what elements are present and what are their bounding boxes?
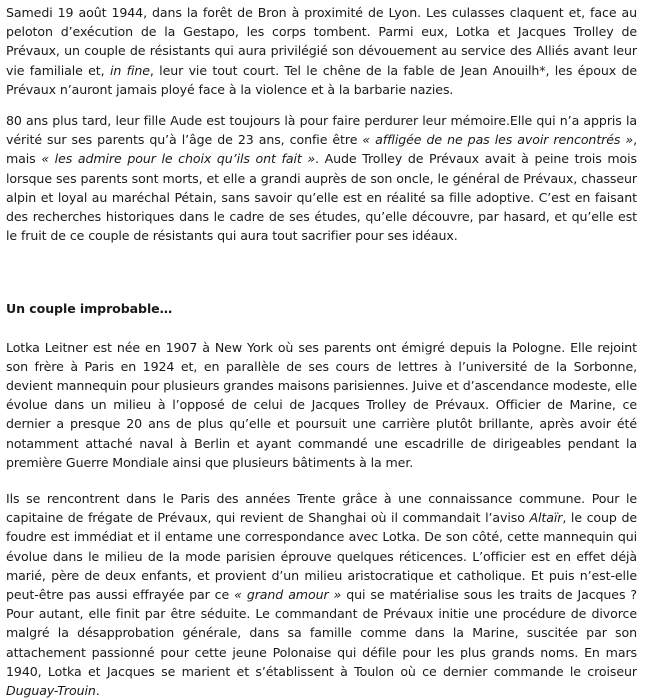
section-heading: Un couple improbable… [6, 301, 173, 317]
italic-quote: « grand amour » [234, 587, 342, 603]
text-segment: Samedi 19 août 1944, dans la forêt de Bron à proximité de Lyon. Les culasses claquent et, face au peloton d’exécution de la Gestapo, les corps tombent. Parmi eux, Lotka et Jacques Trolley de Prévaux, un couple de résistants qui aura privilégié son dévouement au service des Alliés avant leur vie familiale et, [6, 5, 637, 78]
paragraph-lotka-leitner: Lotka Leitner est née en 1907 à New York où ses parents ont émigré depuis la Pologne. Elle rejoint son frère à Paris en 1924 et, en parallèle de ses cours de lettres à l’université de la Sorbonne, devient mannequin pour plusieurs grandes maisons parisiennes. Juive et d’ascendance modeste, elle évolue dans un milieu à l’opposé de celui de Jacques Trolley de Prévaux. Officier de Marine, ce dernier a presque 20 ans de plus qu’elle et poursuit une carrière plutôt brillante, après avoir été notamment attaché naval à Berlin et ayant commandé une escadrille de dirigeables pendant la première Guerre Mondiale ainsi que plusieurs bâtiments à la mer. [6, 339, 637, 470]
text-segment: , mais [6, 132, 637, 167]
text-segment: qui se matérialise sous les traits de Jacques ? Pour autant, elle finit par être séduite. Le commandant de Prévaux initie une procédure de divorce malgré la désapprobation générale, dans sa famille comme dans la Marine, suscitée par son attachement passionné pour cette jeune Polonaise qui défile pour les plus grands noms. En mars 1940, Lotka et Jacques se marient et s’établissent à Toulon où ce dernier commande le croiseur [6, 587, 637, 679]
paragraph-execution [6, 3, 637, 99]
italic-ship-name: Altaïr [529, 510, 563, 526]
text-segment: . Aude Trolley de Prévaux avait à peine trois mois lorsque ses parents sont morts, et elle a grandi auprès de son oncle, le général de Prévaux, chasseur alpin et loyal au maréchal Pétain, sans savoir qu’elle est en réalité sa fille adoptive. C’est en faisant des recherches historiques dans le cadre de ses études, qu’elle découvre, par hasard, et qu’elle est le fruit de ce couple de résistants qui aura tout sacrifier pour ses idéaux. [6, 151, 637, 244]
text-segment: , leur vie tout court. Tel le chêne de la fable de Jean Anouilh*, les époux de Prévaux n’auront jamais ployé face à la violence et à la barbarie nazies. [6, 62, 637, 97]
paragraph-meeting [6, 489, 637, 700]
text-segment: . [95, 683, 100, 699]
italic-quote: « affligée de ne pas les avoir rencontrés » [362, 132, 634, 148]
italic-quote: « les admire pour le choix qu’ils ont fait » [41, 151, 316, 167]
text-segment: 80 ans plus tard, leur fille Aude est toujours là pour faire perdurer leur mémoire.Elle qui n’a appris la vérité sur ses parents qu’à l’âge de 23 ans, confie être [6, 113, 637, 148]
italic-ship-name: Duguay-Trouin [6, 683, 96, 699]
paragraph-daughter-aude [6, 111, 637, 245]
text-segment: , le coup de foudre est immédiat et il entame une correspondance avec Lotka. De son côté, cette mannequin qui évolue dans le milieu de la mode parisien éprouve quelques réticences. L’officier est en effet déjà marié, père de deux enfants, et provient d’un milieu aristocratique et catholique. Et puis n’est-elle peut-être pas aussi effrayée par ce [6, 510, 637, 603]
text-segment: Ils se rencontrent dans le Paris des années Trente grâce à une connaissance commune. Pour le capitaine de frégate de Prévaux, qui revient de Shanghai où il commandait l’aviso [6, 491, 637, 526]
italic-segment: in fine [109, 62, 150, 78]
